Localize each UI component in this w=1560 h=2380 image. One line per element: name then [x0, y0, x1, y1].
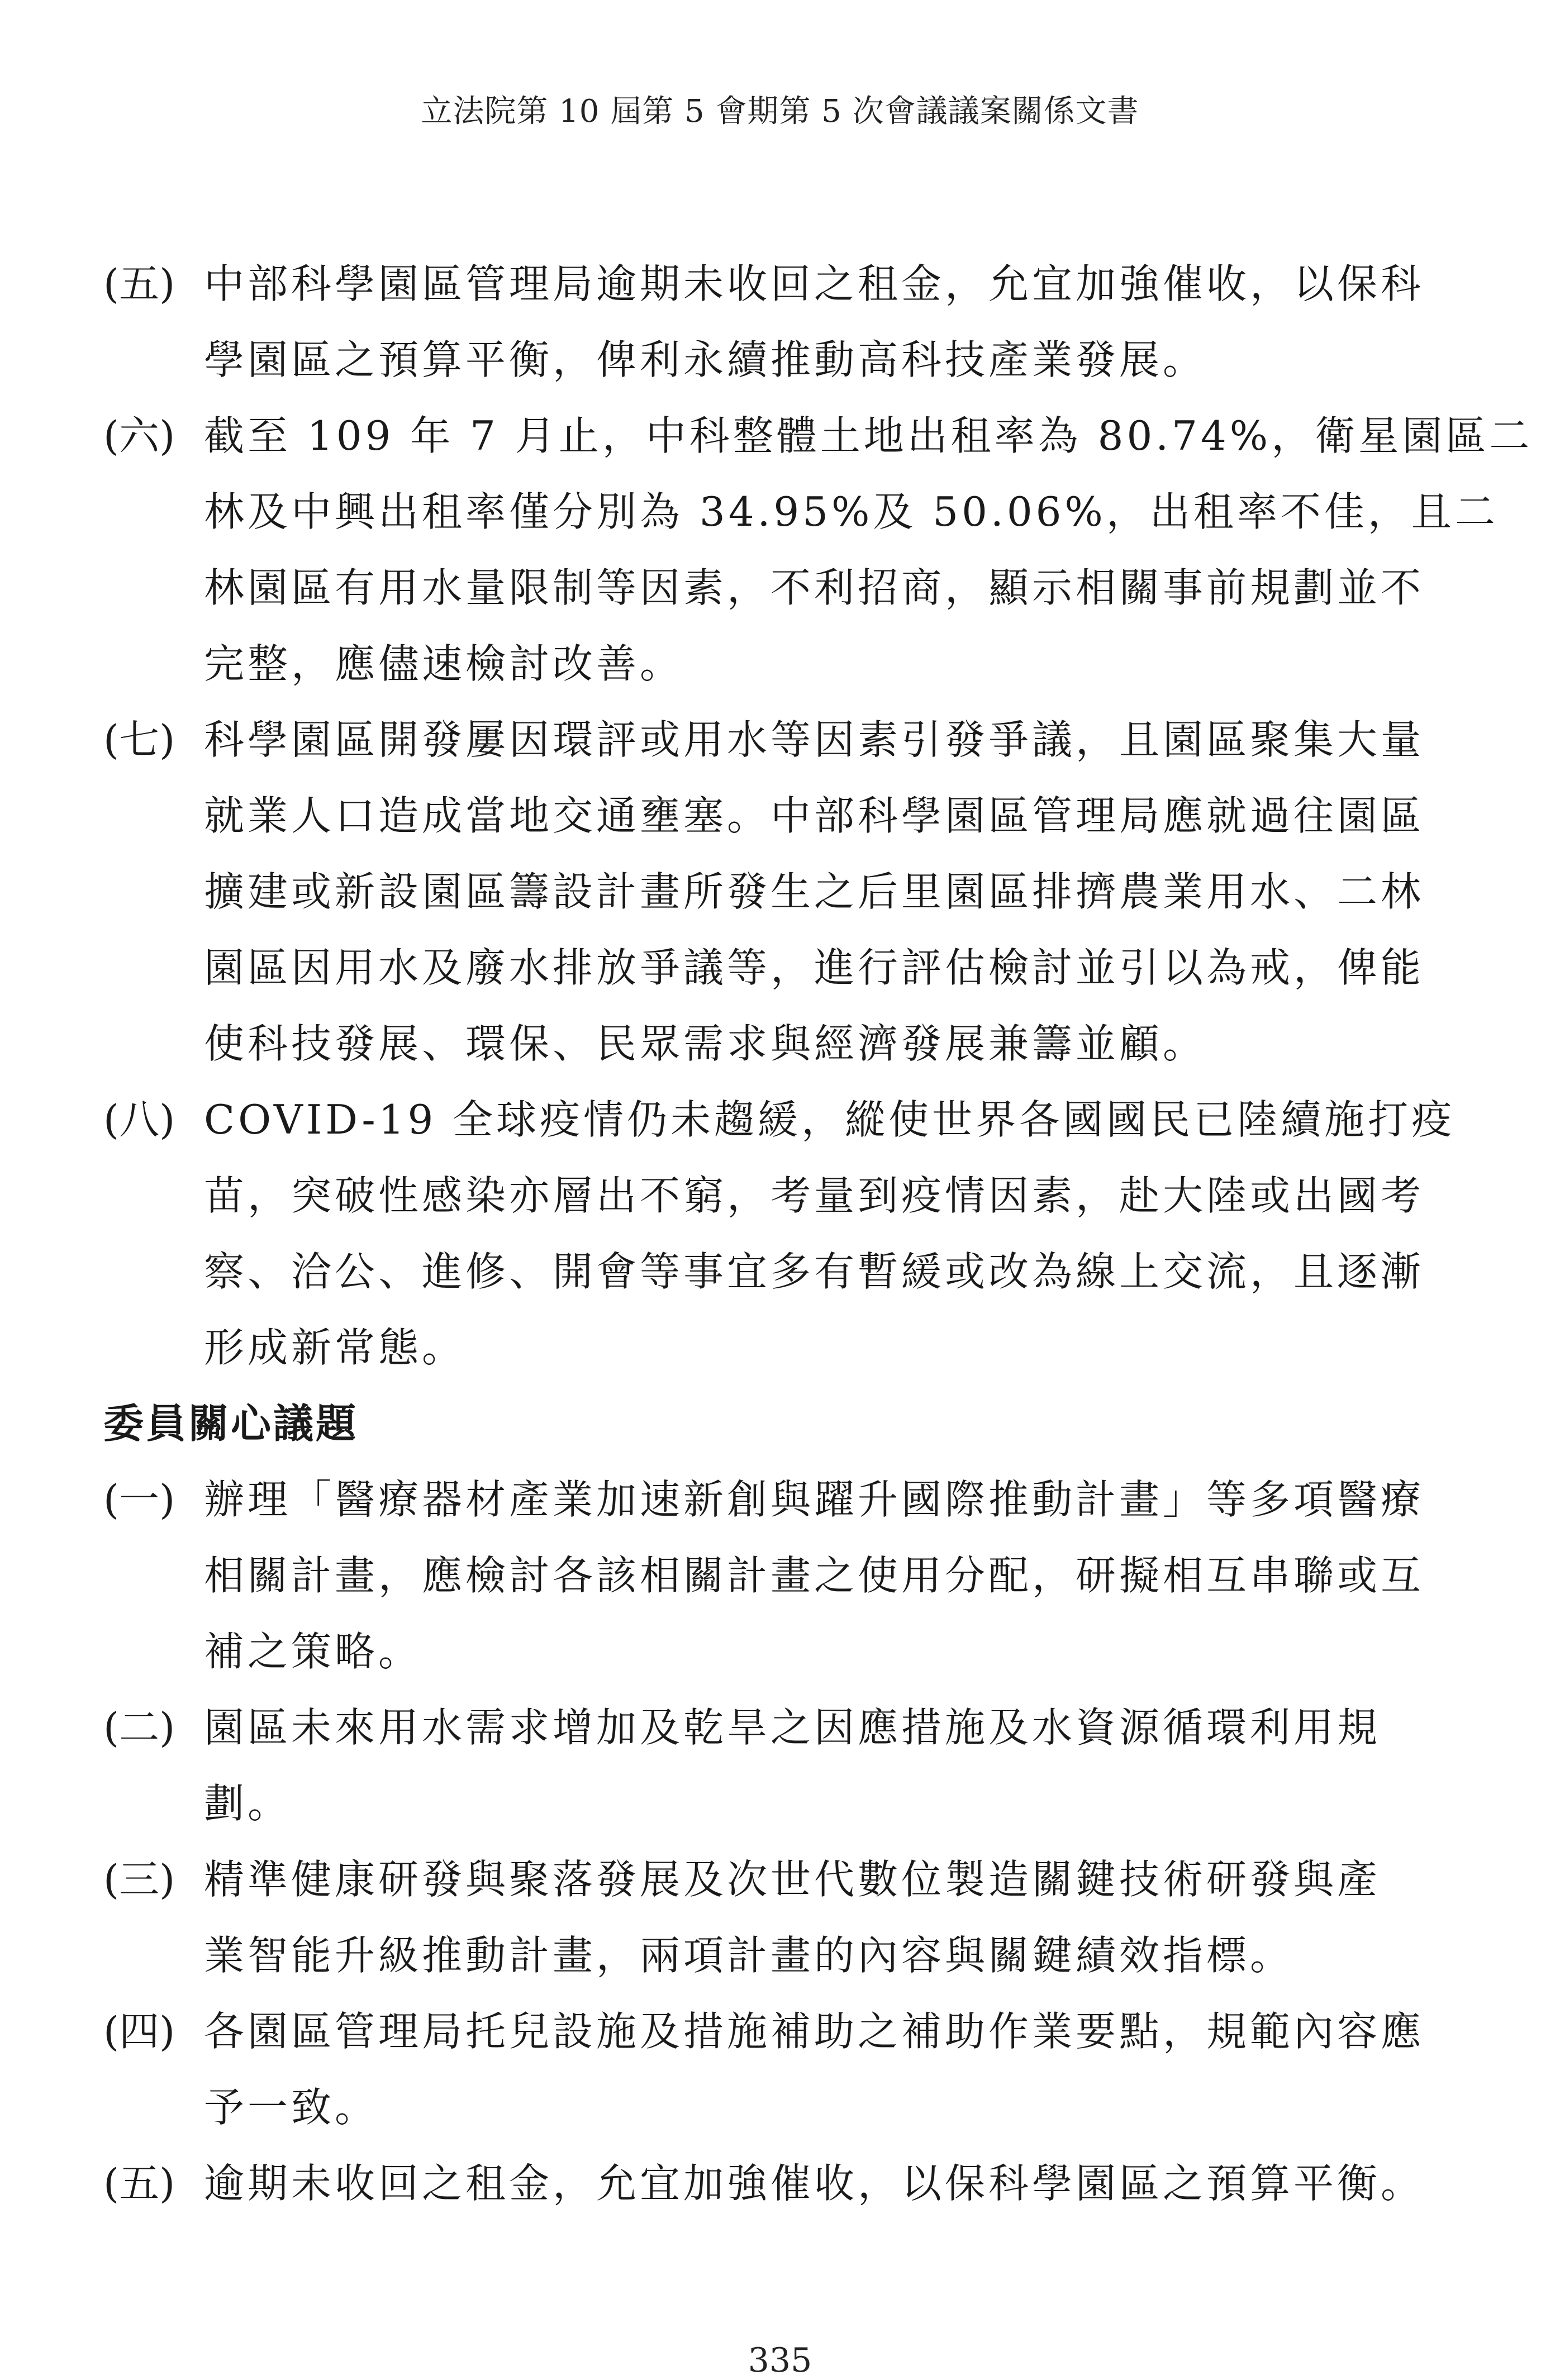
item-text-line: 科學園區開發屢因環評或用水等因素引發爭議，且園區聚集大量	[204, 716, 1425, 763]
item-text-line: 林園區有用水量限制等因素，不利招商，顯示相關事前規劃並不	[204, 564, 1425, 611]
item-number: (二)	[103, 1704, 175, 1751]
item-number: (五)	[103, 2160, 175, 2207]
item-number: (三)	[103, 1856, 175, 1903]
item-text-line: 形成新常態。	[204, 1324, 466, 1371]
item-text-line: 苗，突破性感染亦層出不窮，考量到疫情因素，赴大陸或出國考	[204, 1172, 1425, 1219]
item-text-line: 擴建或新設園區籌設計畫所發生之后里園區排擠農業用水、二林	[204, 868, 1425, 915]
section-heading: 委員關心議題	[103, 1400, 359, 1447]
item-text-line: 辦理「醫療器材產業加速新創與躍升國際推動計畫」等多項醫療	[204, 1476, 1425, 1523]
item-number: (七)	[103, 716, 175, 763]
page-number: 335	[748, 2341, 812, 2380]
item-number: (五)	[103, 260, 175, 307]
item-text-line: 學園區之預算平衡，俾利永續推動高科技產業發展。	[204, 336, 1207, 383]
item-number: (六)	[103, 412, 175, 459]
item-text-line: 相關計畫，應檢討各該相關計畫之使用分配，研擬相互串聯或互	[204, 1552, 1425, 1599]
item-text-line: 察、洽公、進修、開會等事宜多有暫緩或改為線上交流，且逐漸	[204, 1248, 1425, 1295]
item-text-line: 使科技發展、環保、民眾需求與經濟發展兼籌並顧。	[204, 1020, 1207, 1067]
item-number: (四)	[103, 2008, 175, 2055]
item-text-line: 完整，應儘速檢討改善。	[204, 640, 684, 687]
item-text-line: COVID-19 全球疫情仍未趨緩，縱使世界各國國民已陸續施打疫	[204, 1096, 1456, 1143]
item-number: (八)	[103, 1096, 175, 1143]
item-text-line: 精準健康研發與聚落發展及次世代數位製造關鍵技術研發與產	[204, 1856, 1381, 1903]
item-text-line: 就業人口造成當地交通壅塞。中部科學園區管理局應就過往園區	[204, 792, 1425, 839]
item-text-line: 劃。	[204, 1780, 292, 1827]
item-text-line: 各園區管理局托兒設施及措施補助之補助作業要點，規範內容應	[204, 2008, 1425, 2055]
item-text-line: 截至 109 年 7 月止，中科整體土地出租率為 80.74%，衛星園區二	[204, 412, 1533, 459]
item-text-line: 予一致。	[204, 2084, 379, 2131]
item-number: (一)	[103, 1476, 175, 1523]
item-text-line: 業智能升級推動計畫，兩項計畫的內容與關鍵績效指標。	[204, 1932, 1294, 1979]
item-text-line: 中部科學園區管理局逾期未收回之租金，允宜加強催收，以保科	[204, 260, 1425, 307]
item-text-line: 逾期未收回之租金，允宜加強催收，以保科學園區之預算平衡。	[204, 2160, 1425, 2207]
item-text-line: 園區因用水及廢水排放爭議等，進行評估檢討並引以為戒，俾能	[204, 944, 1425, 991]
page-header: 立法院第 10 屆第 5 會期第 5 次會議議案關係文書	[421, 93, 1139, 130]
item-text-line: 林及中興出租率僅分別為 34.95%及 50.06%，出租率不佳，且二	[204, 488, 1499, 535]
item-text-line: 園區未來用水需求增加及乾旱之因應措施及水資源循環利用規	[204, 1704, 1381, 1751]
item-text-line: 補之策略。	[204, 1628, 422, 1675]
